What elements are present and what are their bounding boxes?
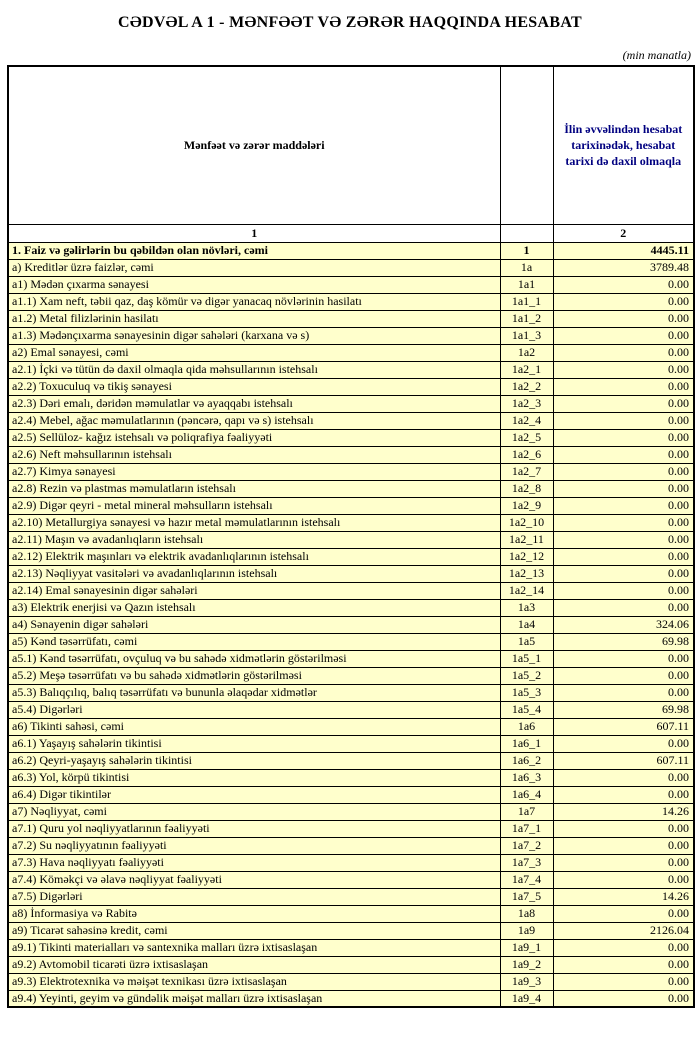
- item-code: 1a6_1: [500, 735, 553, 752]
- item-label: a2.6) Neft məhsullarının istehsalı: [8, 446, 500, 463]
- table-row: [8, 837, 694, 854]
- item-label: a7.5) Digərləri: [8, 888, 500, 905]
- item-label: a6.4) Digər tikintilər: [8, 786, 500, 803]
- item-value: 0.00: [553, 344, 694, 361]
- item-code: 1a9_3: [500, 973, 553, 990]
- table-row: [8, 701, 694, 718]
- item-value: 69.98: [553, 701, 694, 718]
- table-row: [8, 259, 694, 276]
- item-label: a4) Sənayenin digər sahələri: [8, 616, 500, 633]
- item-code: 1a2: [500, 344, 553, 361]
- item-label: a6.3) Yol, körpü tikintisi: [8, 769, 500, 786]
- item-label: a6.2) Qeyri-yaşayış sahələrin tikintisi: [8, 752, 500, 769]
- item-value: 0.00: [553, 310, 694, 327]
- table-row: [8, 582, 694, 599]
- table-row: [8, 667, 694, 684]
- table-row: [8, 684, 694, 701]
- item-code: 1a5_2: [500, 667, 553, 684]
- value-header-cell: İlin əvvəlindən hesabat tarixinədək, hesabat tarixi də daxil olmaqla: [553, 66, 694, 224]
- table-row: [8, 888, 694, 905]
- item-label: a8) İnformasiya və Rabitə: [8, 905, 500, 922]
- item-label: a2.13) Nəqliyyat vasitələri və avadanlıqlarının istehsalı: [8, 565, 500, 582]
- item-value: 607.11: [553, 752, 694, 769]
- item-label: a9.4) Yeyinti, geyim və gündəlik məişət malları üzrə ixtisaslaşan: [8, 990, 500, 1007]
- item-label: 1. Faiz və gəlirlərin bu qəbildən olan növləri, cəmi: [8, 242, 500, 259]
- item-value: 0.00: [553, 429, 694, 446]
- item-value: 0.00: [553, 293, 694, 310]
- item-label: a7.3) Hava nəqliyyatı fəaliyyəti: [8, 854, 500, 871]
- item-value: 0.00: [553, 956, 694, 973]
- item-value: 0.00: [553, 480, 694, 497]
- item-value: 0.00: [553, 837, 694, 854]
- item-value: 0.00: [553, 463, 694, 480]
- item-code: 1a2_5: [500, 429, 553, 446]
- item-label: a2.5) Sellüloz- kağız istehsalı və poliqrafiya fəaliyyəti: [8, 429, 500, 446]
- item-label: a2) Emal sənayesi, cəmi: [8, 344, 500, 361]
- table-row: [8, 548, 694, 565]
- item-code: 1a9_4: [500, 990, 553, 1007]
- item-code: 1a3: [500, 599, 553, 616]
- column-number-items: 1: [8, 224, 500, 242]
- report-table-body: [8, 242, 694, 1007]
- table-row: [8, 276, 694, 293]
- item-value: 0.00: [553, 497, 694, 514]
- column-number-value: 2: [553, 224, 694, 242]
- table-row: [8, 395, 694, 412]
- item-value: 0.00: [553, 871, 694, 888]
- item-value: 0.00: [553, 514, 694, 531]
- item-label: a2.4) Mebel, ağac məmulatlarının (pəncərə, qapı və s) istehsalı: [8, 412, 500, 429]
- item-code: 1a9_2: [500, 956, 553, 973]
- table-row: [8, 446, 694, 463]
- item-code: 1a2_7: [500, 463, 553, 480]
- item-value: 0.00: [553, 990, 694, 1007]
- item-code: 1a4: [500, 616, 553, 633]
- item-code: 1a5: [500, 633, 553, 650]
- item-code: 1a6: [500, 718, 553, 735]
- table-row: [8, 956, 694, 973]
- table-row: [8, 735, 694, 752]
- item-label: a7.4) Köməkçi və əlavə nəqliyyat fəaliyyəti: [8, 871, 500, 888]
- item-label: a3) Elektrik enerjisi və Qazın istehsalı: [8, 599, 500, 616]
- header-row: [8, 66, 694, 224]
- item-code: 1a1_1: [500, 293, 553, 310]
- table-row: [8, 361, 694, 378]
- item-code: 1a7_3: [500, 854, 553, 871]
- item-label: a5.1) Kənd təsərrüfatı, ovçuluq və bu sahədə xidmətlərin göstərilməsi: [8, 650, 500, 667]
- item-value: 14.26: [553, 888, 694, 905]
- item-code: 1a6_4: [500, 786, 553, 803]
- item-code: 1a: [500, 259, 553, 276]
- table-row: [8, 973, 694, 990]
- item-value: 0.00: [553, 769, 694, 786]
- item-code: 1a5_1: [500, 650, 553, 667]
- table-row: [8, 378, 694, 395]
- table-row: [8, 820, 694, 837]
- report-table-head: [8, 66, 694, 242]
- item-value: 0.00: [553, 327, 694, 344]
- table-row: [8, 990, 694, 1007]
- table-row: [8, 429, 694, 446]
- item-value: 0.00: [553, 531, 694, 548]
- item-code: 1a2_2: [500, 378, 553, 395]
- item-code: 1a2_4: [500, 412, 553, 429]
- table-row: [8, 565, 694, 582]
- item-value: 0.00: [553, 684, 694, 701]
- item-label: a9.3) Elektrotexnika və məişət texnikası üzrə ixtisaslaşan: [8, 973, 500, 990]
- item-value: 0.00: [553, 378, 694, 395]
- table-row: [8, 871, 694, 888]
- item-code: 1a6_2: [500, 752, 553, 769]
- table-row: [8, 463, 694, 480]
- item-value: 324.06: [553, 616, 694, 633]
- item-label: a6.1) Yaşayış sahələrin tikintisi: [8, 735, 500, 752]
- item-code: 1a2_10: [500, 514, 553, 531]
- item-code: 1a7_5: [500, 888, 553, 905]
- item-value: 2126.04: [553, 922, 694, 939]
- item-label: a1.3) Mədənçıxarma sənayesinin digər sahələri (karxana və s): [8, 327, 500, 344]
- item-label: a6) Tikinti sahəsi, cəmi: [8, 718, 500, 735]
- item-code: 1a9_1: [500, 939, 553, 956]
- item-value: 0.00: [553, 735, 694, 752]
- item-label: a2.12) Elektrik maşınları və elektrik avadanlıqlarının istehsalı: [8, 548, 500, 565]
- item-code: 1a2_14: [500, 582, 553, 599]
- item-code: 1a9: [500, 922, 553, 939]
- unit-note: (min manatla): [622, 48, 691, 62]
- table-row: [8, 633, 694, 650]
- table-row: [8, 293, 694, 310]
- item-label: a5.3) Balıqçılıq, balıq təsərrüfatı və bununla əlaqədar xidmətlər: [8, 684, 500, 701]
- item-label: a1) Mədən çıxarma sənayesi: [8, 276, 500, 293]
- item-value: 0.00: [553, 412, 694, 429]
- column-numbers-row: [8, 224, 694, 242]
- table-row: [8, 480, 694, 497]
- item-label: a2.14) Emal sənayesinin digər sahələri: [8, 582, 500, 599]
- table-row: [8, 327, 694, 344]
- item-label: a5.2) Meşə təsərrüfatı və bu sahədə xidmətlərin göstərilməsi: [8, 667, 500, 684]
- item-code: 1a5_3: [500, 684, 553, 701]
- table-row: [8, 939, 694, 956]
- table-row: [8, 514, 694, 531]
- item-label: a5) Kənd təsərrüfatı, cəmi: [8, 633, 500, 650]
- table-row: [8, 786, 694, 803]
- item-label: a9.2) Avtomobil ticarəti üzrə ixtisaslaşan: [8, 956, 500, 973]
- item-value: 0.00: [553, 599, 694, 616]
- item-code: 1a7_4: [500, 871, 553, 888]
- item-value: 0.00: [553, 446, 694, 463]
- table-row: [8, 497, 694, 514]
- item-code: 1a7_1: [500, 820, 553, 837]
- table-row: [8, 769, 694, 786]
- item-label: a1.2) Metal filizlərinin hasilatı: [8, 310, 500, 327]
- item-label: a2.1) İçki və tütün də daxil olmaqla qida məhsullarının istehsalı: [8, 361, 500, 378]
- item-code: 1a2_13: [500, 565, 553, 582]
- item-code: 1a7_2: [500, 837, 553, 854]
- item-value: 0.00: [553, 973, 694, 990]
- item-label: a2.3) Dəri emalı, dəridən məmulatlar və ayaqqabı istehsalı: [8, 395, 500, 412]
- items-header-cell: Mənfəət və zərər maddələri: [8, 66, 500, 224]
- item-code: 1a2_6: [500, 446, 553, 463]
- item-value: 0.00: [553, 276, 694, 293]
- item-label: a9) Ticarət sahəsinə kredit, cəmi: [8, 922, 500, 939]
- item-code: 1: [500, 242, 553, 259]
- table-row: [8, 344, 694, 361]
- item-value: 0.00: [553, 548, 694, 565]
- item-value: 0.00: [553, 395, 694, 412]
- item-label: a7.2) Su nəqliyyatının fəaliyyəti: [8, 837, 500, 854]
- item-label: a7.1) Quru yol nəqliyyatlarının fəaliyyəti: [8, 820, 500, 837]
- item-label: a2.8) Rezin və plastmas məmulatların istehsalı: [8, 480, 500, 497]
- item-code: 1a8: [500, 905, 553, 922]
- item-value: 0.00: [553, 786, 694, 803]
- table-row: [8, 531, 694, 548]
- item-code: 1a2_11: [500, 531, 553, 548]
- table-row: [8, 650, 694, 667]
- table-row: [8, 310, 694, 327]
- item-value: 0.00: [553, 565, 694, 582]
- table-row: [8, 905, 694, 922]
- item-value: 0.00: [553, 361, 694, 378]
- item-code: 1a2_8: [500, 480, 553, 497]
- report-table: [7, 65, 695, 1008]
- item-label: a2.10) Metallurgiya sənayesi və hazır metal məmulatlarının istehsalı: [8, 514, 500, 531]
- item-label: a5.4) Digərləri: [8, 701, 500, 718]
- item-code: 1a2_12: [500, 548, 553, 565]
- page-title: CƏDVƏL A 1 - MƏNFƏƏT VƏ ZƏRƏR HAQQINDA HESABAT: [118, 14, 582, 31]
- table-row: [8, 854, 694, 871]
- item-label: a7) Nəqliyyat, cəmi: [8, 803, 500, 820]
- item-label: a9.1) Tikinti materialları və santexnika malları üzrə ixtisaslaşan: [8, 939, 500, 956]
- item-code: 1a5_4: [500, 701, 553, 718]
- table-row: [8, 718, 694, 735]
- item-value: 4445.11: [553, 242, 694, 259]
- table-row: [8, 922, 694, 939]
- item-value: 0.00: [553, 582, 694, 599]
- item-value: 3789.48: [553, 259, 694, 276]
- item-code: 1a2_9: [500, 497, 553, 514]
- table-row: [8, 599, 694, 616]
- table-row: [8, 616, 694, 633]
- table-row: [8, 412, 694, 429]
- item-value: 0.00: [553, 820, 694, 837]
- table-row: [8, 752, 694, 769]
- item-label: a2.9) Digər qeyri - metal mineral məhsulların istehsalı: [8, 497, 500, 514]
- item-code: 1a2_1: [500, 361, 553, 378]
- item-label: a2.11) Maşın və avadanlıqların istehsalı: [8, 531, 500, 548]
- item-code: 1a2_3: [500, 395, 553, 412]
- column-number-code: [500, 224, 553, 242]
- item-value: 607.11: [553, 718, 694, 735]
- item-code: 1a6_3: [500, 769, 553, 786]
- item-value: 0.00: [553, 854, 694, 871]
- item-value: 0.00: [553, 667, 694, 684]
- item-value: 0.00: [553, 650, 694, 667]
- item-label: a) Kreditlər üzrə faizlər, cəmi: [8, 259, 500, 276]
- item-label: a1.1) Xam neft, təbii qaz, daş kömür və digər yanacaq növlərinin hasilatı: [8, 293, 500, 310]
- item-value: 0.00: [553, 939, 694, 956]
- table-row: [8, 242, 694, 259]
- item-code: 1a7: [500, 803, 553, 820]
- item-value: 69.98: [553, 633, 694, 650]
- item-value: 0.00: [553, 905, 694, 922]
- item-label: a2.2) Toxuculuq və tikiş sənayesi: [8, 378, 500, 395]
- table-row: [8, 803, 694, 820]
- code-header-cell: [500, 66, 553, 224]
- item-code: 1a1_2: [500, 310, 553, 327]
- item-label: a2.7) Kimya sənayesi: [8, 463, 500, 480]
- item-value: 14.26: [553, 803, 694, 820]
- item-code: 1a1_3: [500, 327, 553, 344]
- item-code: 1a1: [500, 276, 553, 293]
